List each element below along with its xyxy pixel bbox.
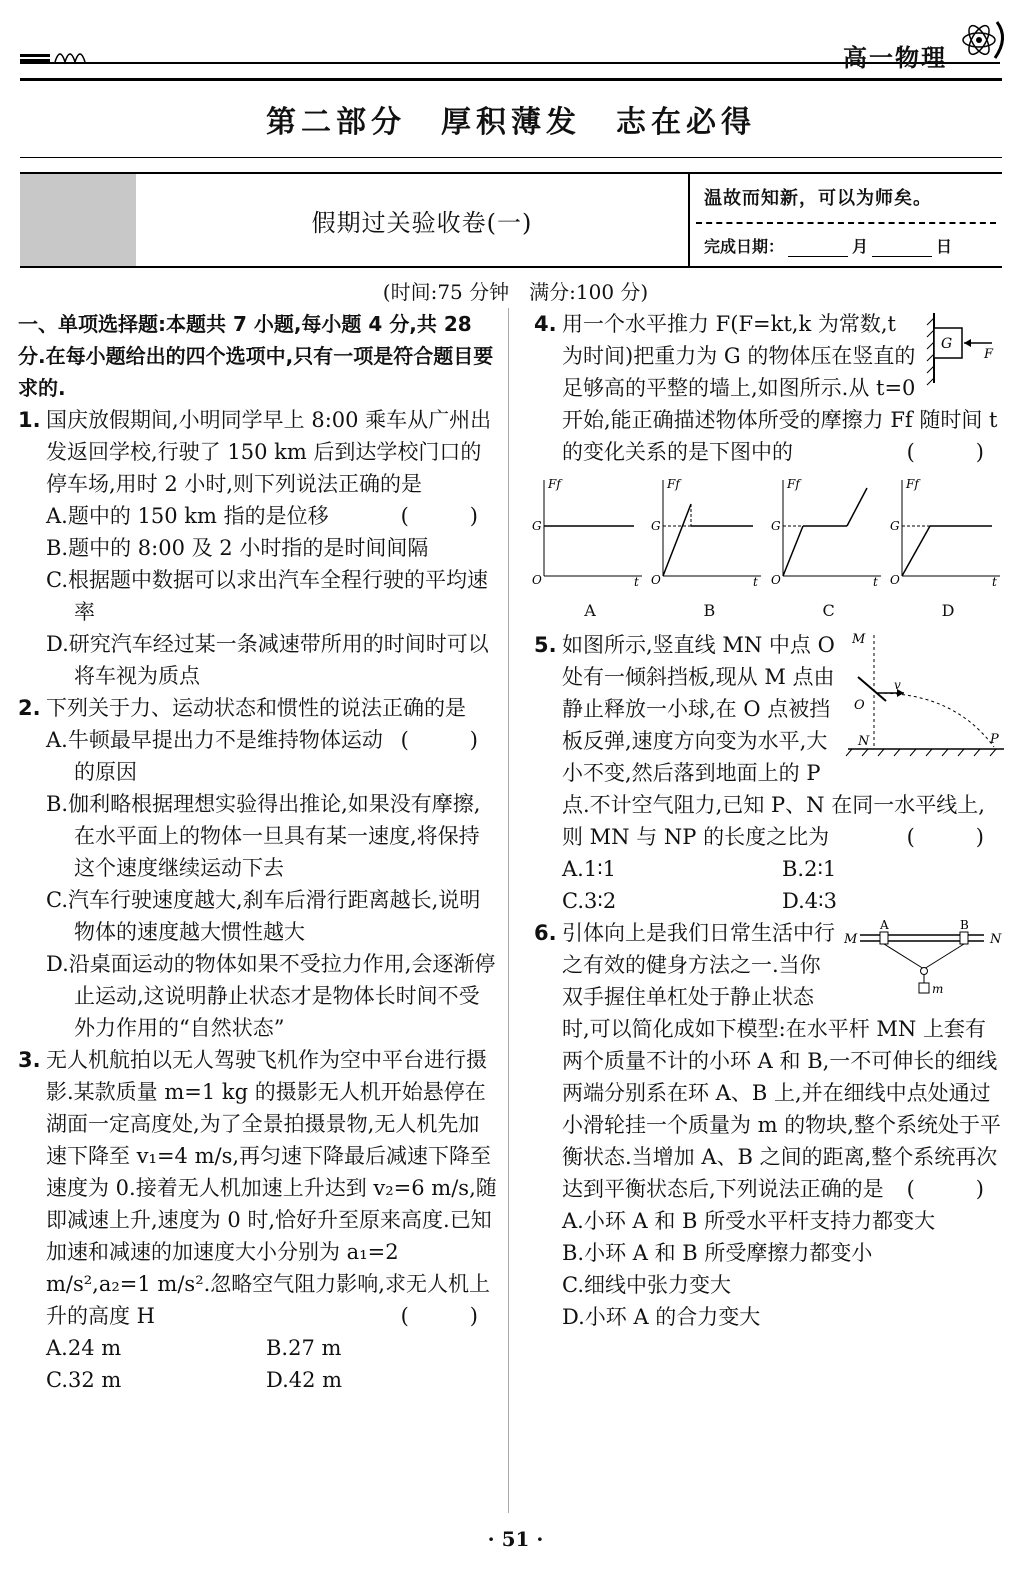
svg-text:v: v <box>894 678 901 692</box>
svg-text:G: G <box>651 519 661 533</box>
left-column <box>18 308 498 1396</box>
wall-block-figure <box>924 308 1004 388</box>
option-d[interactable]: D.42 m <box>266 1368 343 1392</box>
column-divider <box>508 308 509 1513</box>
option-b[interactable]: B.27 m <box>266 1336 342 1360</box>
pull-up-model-figure <box>844 917 1004 997</box>
svg-text:G: G <box>770 519 781 533</box>
title-box-shade <box>20 174 136 266</box>
question-stem: 国庆放假期间,小明同学早上 8:00 乘车从广州出发返回学校,行驶了 150 km 后到达学校门口的停车场,用时 2 小时,则下列说法正确的是 <box>46 408 492 496</box>
svg-text:P: P <box>990 732 999 747</box>
question-stem: 用一个水平推力 F(F=kt,k 为常数,t 为时间)把重力为 G 的物体压在竖直的足够高的平整的墙上,如图所示.从 t=0 开始,能正确描述物体所受的摩擦力 Ff 随时间 t 的变化关系的是下图中的 <box>562 312 998 464</box>
atom-logo-icon <box>957 18 1009 68</box>
page-number: · 51 · <box>487 1527 544 1551</box>
header-subject: 高一物理 <box>843 44 947 72</box>
question-4 <box>534 308 1004 468</box>
svg-text:M: M <box>844 932 858 947</box>
svg-text:m: m <box>932 982 944 996</box>
answer-paren[interactable]: ( ) <box>906 440 1004 464</box>
header-ornament <box>20 44 90 68</box>
option-c[interactable]: C.细线中张力变大 <box>562 1273 731 1297</box>
option-b[interactable]: B.2∶1 <box>782 857 837 881</box>
option-d[interactable]: D.4∶3 <box>782 889 837 913</box>
svg-text:G: G <box>889 519 900 533</box>
paper-title: 假期过关验收卷(一) <box>311 208 533 237</box>
block-label: G <box>941 336 953 352</box>
day-label: 日 <box>936 237 953 256</box>
svg-text:t: t <box>991 575 997 589</box>
option-c[interactable]: C.3∶2 <box>562 889 617 913</box>
svg-text:N: N <box>858 734 870 749</box>
question-3 <box>18 1044 498 1332</box>
question-number: 4. <box>534 312 557 336</box>
svg-text:Ff: Ff <box>905 477 919 491</box>
option-d[interactable]: D.研究汽车经过某一条减速带所用的时间时可以将车视为质点 <box>46 632 489 688</box>
month-blank[interactable] <box>788 256 848 257</box>
paper-title-box <box>20 172 1002 268</box>
part-banner <box>20 78 1002 158</box>
graph-label: D <box>941 601 955 620</box>
option-c[interactable]: C.32 m <box>46 1368 122 1392</box>
answer-paren[interactable]: ( ) <box>906 1177 1004 1201</box>
svg-text:Ff: Ff <box>548 477 561 491</box>
friction-graph-options <box>534 476 1004 627</box>
option-c[interactable]: C.汽车行驶速度越大,刹车后滑行距离越长,说明物体的速度越大惯性越大 <box>46 888 481 944</box>
day-blank[interactable] <box>872 256 932 257</box>
svg-text:A: A <box>880 918 889 932</box>
force-label: F <box>984 347 994 362</box>
question-stem: 引体向上是我们日常生活中行之有效的健身方法之一.当你双手握住单杠处于静止状态时,可以简化成如下模型:在水平杆 MN 上套有两个质量不计的小环 A 和 B,一不可伸长的细线两端分别系在环 A、B 上,并在细线中点处通过小滑轮挂一个质量为 m 的物块,整个系统处于平衡状态.当增加 A、B 之间的距离,整个系统再次达到平衡状态后,下列说法正确的是 <box>562 921 1001 1201</box>
part-title: 第二部分 厚积薄发 志在必得 <box>266 105 756 140</box>
option-d[interactable]: D.小环 A 的合力变大 <box>562 1305 761 1329</box>
svg-text:Ff: Ff <box>667 477 681 491</box>
option-a[interactable]: A.题中的 150 km 指的是位移 <box>46 504 329 528</box>
answer-paren[interactable]: ( ) <box>400 1304 498 1328</box>
question-stem: 无人机航拍以无人驾驶飞机作为空中平台进行摄影.某款质量 m=1 kg 的摄影无人机开始悬停在湖面一定高度处,为了全景拍摄景物,无人机先加速下降至 v₁=4 m/s,再匀速下降最后减速下降至速度为 0.接着无人机加速上升达到 v₂=6 m/s,随即减速上升,速度为 0 时,恰好升至原来高度.已知加速和减速的加速度大小分别为 a₁=2 m/s²,a₂=1 m/s².忽略空气阻力影响,求无人机上升的高度 H <box>46 1048 497 1328</box>
answer-paren[interactable]: ( ) <box>400 504 498 528</box>
question-number: 2. <box>18 696 41 720</box>
question-6 <box>534 917 1004 1205</box>
svg-text:B: B <box>960 918 969 932</box>
svg-text:O: O <box>651 573 662 587</box>
options-row <box>562 853 1004 885</box>
question-5 <box>534 629 1004 853</box>
option-b[interactable]: B.小环 A 和 B 所受摩擦力都变小 <box>562 1241 873 1265</box>
section-heading: 一、单项选择题:本题共 7 小题,每小题 4 分,共 28 分.在每小题给出的四个选项中,只有一项是符合题目要求的. <box>18 312 494 400</box>
graph-option-b[interactable] <box>653 476 765 627</box>
question-stem: 如图所示,竖直线 MN 中点 O 处有一倾斜挡板,现从 M 点由静止释放一小球,在 O 点被挡板反弹,速度方向变为水平,大小不变,然后落到地面上的 P 点.不计空气阻力,已知 P、N 在同一水平线上,则 MN 与 NP 的长度之比为 <box>562 633 985 849</box>
right-column <box>534 308 1004 1333</box>
question-number: 3. <box>18 1048 41 1072</box>
option-a[interactable]: A.牛顿最早提出力不是维持物体运动的原因 <box>46 728 383 784</box>
svg-text:t: t <box>634 575 639 589</box>
svg-text:N: N <box>990 932 1002 947</box>
svg-text:O: O <box>532 573 542 587</box>
graph-option-d[interactable] <box>889 476 1004 627</box>
options-row <box>46 1332 498 1364</box>
date-prefix: 完成日期： <box>704 237 785 256</box>
month-label: 月 <box>852 237 869 256</box>
option-b[interactable]: B.伽利略根据理想实验得出推论,如果没有摩擦,在水平面上的物体一旦具有某一速度,将保持这个速度继续运动下去 <box>46 792 481 880</box>
motto: 温故而知新，可以为师矣。 <box>704 188 932 209</box>
dashed-divider <box>696 222 996 224</box>
option-a[interactable]: A.24 m <box>46 1336 122 1360</box>
answer-paren[interactable]: ( ) <box>400 728 498 752</box>
question-number: 1. <box>18 408 41 432</box>
question-2 <box>18 692 498 752</box>
graph-option-a[interactable] <box>534 476 646 627</box>
svg-text:t: t <box>753 575 759 589</box>
options-row <box>46 1364 498 1396</box>
svg-text:O: O <box>889 573 900 587</box>
svg-text:M: M <box>852 632 866 647</box>
option-d[interactable]: D.沿桌面运动的物体如果不受拉力作用,会逐渐停止运动,这说明静止状态才是物体长时间不受外力作用的“自然状态” <box>46 952 496 1040</box>
graph-label: A <box>584 601 596 620</box>
svg-text:O: O <box>854 698 865 713</box>
options-row <box>562 885 1004 917</box>
graph-option-c[interactable] <box>770 476 885 627</box>
time-info: (时间:75 分钟 满分:100 分) <box>382 280 649 304</box>
completion-date <box>704 234 952 257</box>
svg-text:t: t <box>872 575 878 589</box>
answer-paren[interactable]: ( ) <box>906 825 1004 849</box>
option-c[interactable]: C.根据题中数据可以求出汽车全程行驶的平均速率 <box>46 568 488 624</box>
question-number: 5. <box>534 633 557 657</box>
option-a[interactable]: A.小环 A 和 B 所受水平杆支持力都变大 <box>562 1209 936 1233</box>
graph-label: C <box>822 601 835 620</box>
question-number: 6. <box>534 921 557 945</box>
svg-text:G: G <box>532 519 542 533</box>
bounce-figure <box>844 629 1004 759</box>
svg-text:O: O <box>770 573 781 587</box>
option-b[interactable]: B.题中的 8:00 及 2 小时指的是时间间隔 <box>46 536 429 560</box>
svg-text:Ff: Ff <box>786 477 800 491</box>
option-a[interactable]: A.1∶1 <box>562 857 617 881</box>
graph-label: B <box>703 601 716 620</box>
question-stem: 下列关于力、运动状态和惯性的说法正确的是 <box>46 696 466 720</box>
motto-panel <box>688 174 1002 266</box>
